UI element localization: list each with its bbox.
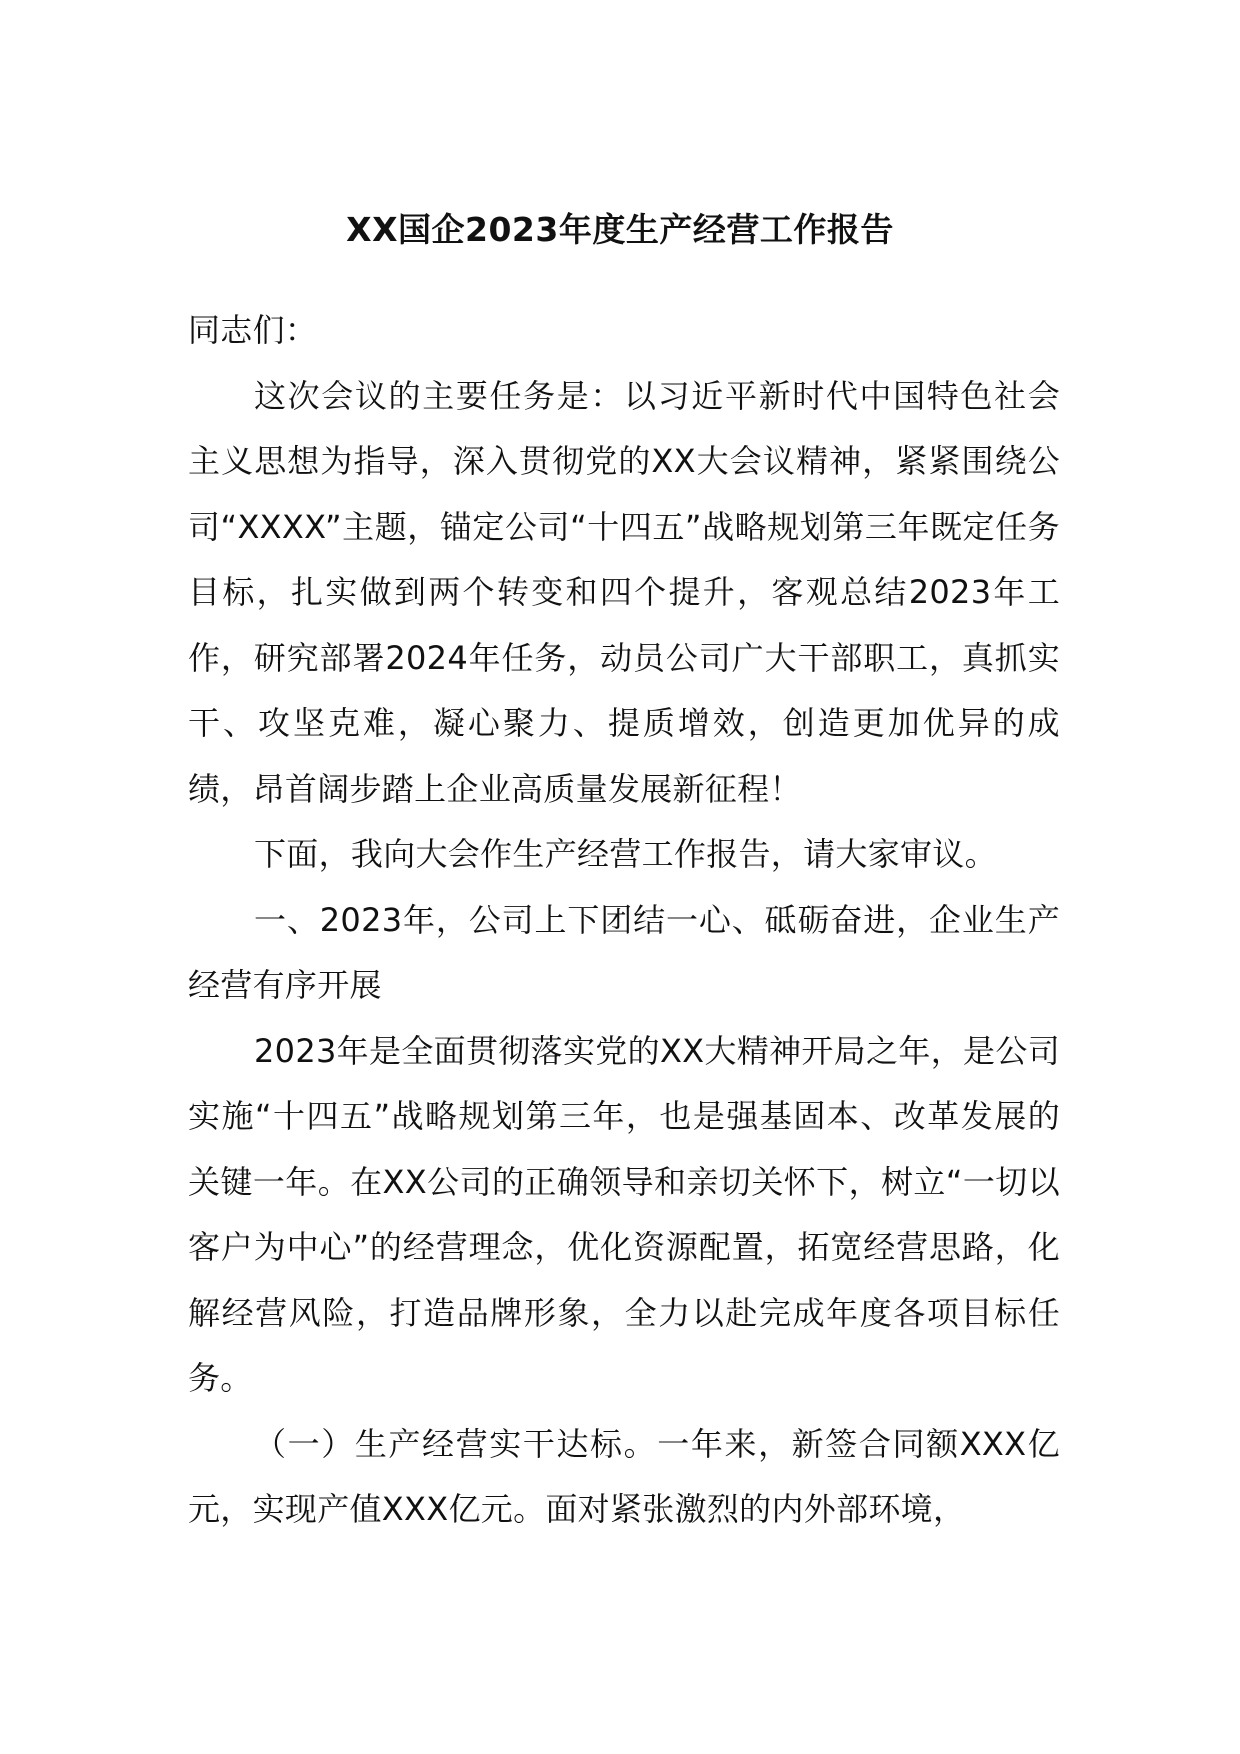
salutation: 同志们： <box>188 311 318 349</box>
document-body <box>188 298 1060 1543</box>
paragraph-meeting-task: 这次会议的主要任务是：以习近平新时代中国特色社会主义思想为指导，深入贯彻党的XX大会议精神，紧紧围绕公司“XXXX”主题，锚定公司“十四五”战略规划第三年既定任务目标，扎实做到两个转变和四个提升，客观总结2023年工作，研究部署2024年任务，动员公司广大干部职工，真抓实干、攻坚克难，凝心聚力、提质增效，创造更加优异的成绩，昂首阔步踏上企业高质量发展新征程！ <box>188 376 1060 808</box>
section-heading-one: 一、2023年，公司上下团结一心、砥砺奋进，企业生产经营有序开展 <box>188 900 1060 1004</box>
paragraph-report-intro: 下面，我向大会作生产经营工作报告，请大家审议。 <box>254 835 997 873</box>
subsection-production: （一）生产经营实干达标。一年来，新签合同额XXX亿元，实现产值XXX亿元。面对紧张激烈的内外部环境， <box>188 1424 1060 1528</box>
document-title: XX国企2023年度生产经营工作报告 <box>346 210 894 249</box>
paragraph-year-overview: 2023年是全面贯彻落实党的XX大精神开局之年，是公司实施“十四五”战略规划第三年，也是强基固本、改革发展的关键一年。在XX公司的正确领导和亲切关怀下，树立“一切以客户为中心”的经营理念，优化资源配置，拓宽经营思路，化解经营风险，打造品牌形象，全力以赴完成年度各项目标任务。 <box>188 1031 1060 1397</box>
